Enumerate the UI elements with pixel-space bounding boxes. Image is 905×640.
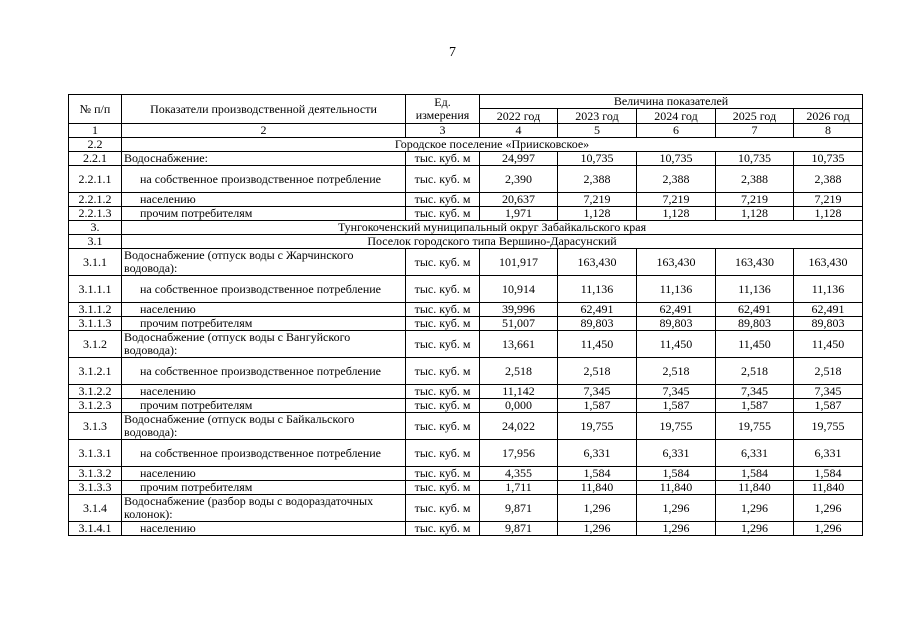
value-cell: 1,296: [637, 495, 716, 522]
value-cell: 1,128: [637, 207, 716, 221]
value-cell: 1,128: [716, 207, 794, 221]
row-number: 3.1.3.1: [69, 440, 122, 467]
value-cell: 2,518: [716, 358, 794, 385]
header-num: № п/п: [69, 95, 122, 124]
value-cell: 1,296: [716, 522, 794, 536]
value-cell: 4,355: [480, 467, 558, 481]
row-number: 2.2.1.2: [69, 193, 122, 207]
header-year: 2022 год: [480, 109, 558, 124]
value-cell: 7,345: [716, 385, 794, 399]
section-title: Тунгокоченский муниципальный округ Забайкальского края: [122, 221, 863, 235]
header-unit-line1: Ед.: [434, 95, 451, 109]
section-row: [69, 138, 863, 152]
value-cell: 6,331: [716, 440, 794, 467]
value-cell: 89,803: [716, 317, 794, 331]
unit-cell: тыс. куб. м: [406, 331, 480, 358]
value-cell: 19,755: [716, 413, 794, 440]
table-row: [69, 385, 863, 399]
value-cell: 20,637: [480, 193, 558, 207]
indicator-name: Водоснабжение (отпуск воды с Жарчинского водовода):: [122, 249, 406, 276]
indicator-name: прочим потребителям: [122, 481, 406, 495]
column-number: 7: [716, 124, 794, 138]
unit-cell: тыс. куб. м: [406, 358, 480, 385]
value-cell: 19,755: [558, 413, 637, 440]
table-row: [69, 522, 863, 536]
table-row: [69, 152, 863, 166]
value-cell: 6,331: [637, 440, 716, 467]
value-cell: 24,022: [480, 413, 558, 440]
unit-cell: тыс. куб. м: [406, 385, 480, 399]
row-number: 3.1.2.2: [69, 385, 122, 399]
value-cell: 6,331: [558, 440, 637, 467]
value-cell: 11,840: [794, 481, 863, 495]
value-cell: 2,518: [480, 358, 558, 385]
value-cell: 1,296: [794, 495, 863, 522]
row-number: 3.1.2.3: [69, 399, 122, 413]
unit-cell: тыс. куб. м: [406, 152, 480, 166]
row-number: 3.1.1.2: [69, 303, 122, 317]
value-cell: 1,587: [716, 399, 794, 413]
value-cell: 10,735: [794, 152, 863, 166]
row-number: 3.1.2: [69, 331, 122, 358]
row-number: 3.: [69, 221, 122, 235]
indicator-name: Водоснабжение:: [122, 152, 406, 166]
row-number: 3.1.1.1: [69, 276, 122, 303]
value-cell: 62,491: [558, 303, 637, 317]
unit-cell: тыс. куб. м: [406, 481, 480, 495]
value-cell: 11,840: [716, 481, 794, 495]
row-number: 3.1.4.1: [69, 522, 122, 536]
column-numbers-row: [69, 124, 863, 138]
header-year: 2024 год: [637, 109, 716, 124]
value-cell: 0,000: [480, 399, 558, 413]
column-number: 3: [406, 124, 480, 138]
unit-cell: тыс. куб. м: [406, 303, 480, 317]
value-cell: 7,219: [716, 193, 794, 207]
value-cell: 19,755: [637, 413, 716, 440]
value-cell: 2,388: [794, 166, 863, 193]
value-cell: 1,296: [558, 522, 637, 536]
value-cell: 11,450: [716, 331, 794, 358]
value-cell: 89,803: [794, 317, 863, 331]
value-cell: 163,430: [716, 249, 794, 276]
value-cell: 2,388: [558, 166, 637, 193]
table-row: [69, 303, 863, 317]
table-row: [69, 481, 863, 495]
value-cell: 1,584: [558, 467, 637, 481]
table-row: [69, 467, 863, 481]
value-cell: 10,735: [558, 152, 637, 166]
row-number: 3.1.3.2: [69, 467, 122, 481]
header-year: 2026 год: [794, 109, 863, 124]
value-cell: 1,587: [558, 399, 637, 413]
value-cell: 24,997: [480, 152, 558, 166]
value-cell: 7,219: [794, 193, 863, 207]
unit-cell: тыс. куб. м: [406, 467, 480, 481]
table-row: [69, 495, 863, 522]
value-cell: 1,584: [637, 467, 716, 481]
column-number: 6: [637, 124, 716, 138]
value-cell: 7,345: [558, 385, 637, 399]
value-cell: 2,518: [637, 358, 716, 385]
table-row: [69, 413, 863, 440]
header-indicator: Показатели производственной деятельности: [122, 95, 406, 124]
indicator-name: прочим потребителям: [122, 207, 406, 221]
unit-cell: тыс. куб. м: [406, 440, 480, 467]
indicator-name: населению: [122, 303, 406, 317]
indicator-name: населению: [122, 467, 406, 481]
table-row: [69, 317, 863, 331]
unit-cell: тыс. куб. м: [406, 495, 480, 522]
row-number: 2.2.1.1: [69, 166, 122, 193]
indicator-name: на собственное производственное потребление: [122, 166, 406, 193]
unit-cell: тыс. куб. м: [406, 399, 480, 413]
unit-cell: тыс. куб. м: [406, 276, 480, 303]
value-cell: 1,128: [558, 207, 637, 221]
unit-cell: тыс. куб. м: [406, 249, 480, 276]
value-cell: 2,388: [716, 166, 794, 193]
value-cell: 39,996: [480, 303, 558, 317]
value-cell: 13,661: [480, 331, 558, 358]
value-cell: 11,136: [716, 276, 794, 303]
row-number: 3.1.2.1: [69, 358, 122, 385]
value-cell: 11,136: [637, 276, 716, 303]
value-cell: 1,587: [794, 399, 863, 413]
value-cell: 1,296: [637, 522, 716, 536]
value-cell: 1,971: [480, 207, 558, 221]
table-row: [69, 440, 863, 467]
indicator-name: на собственное производственное потребление: [122, 276, 406, 303]
value-cell: 89,803: [637, 317, 716, 331]
value-cell: 6,331: [794, 440, 863, 467]
page-number: 7: [449, 45, 456, 60]
value-cell: 11,450: [794, 331, 863, 358]
column-number: 8: [794, 124, 863, 138]
section-row: [69, 235, 863, 249]
table-row: [69, 166, 863, 193]
value-cell: 7,345: [794, 385, 863, 399]
column-number: 1: [69, 124, 122, 138]
row-number: 3.1: [69, 235, 122, 249]
table-row: [69, 358, 863, 385]
row-number: 3.1.1.3: [69, 317, 122, 331]
value-cell: 9,871: [480, 495, 558, 522]
row-number: 2.2.1.3: [69, 207, 122, 221]
column-number: 4: [480, 124, 558, 138]
value-cell: 62,491: [637, 303, 716, 317]
section-row: [69, 221, 863, 235]
unit-cell: тыс. куб. м: [406, 193, 480, 207]
indicator-name: на собственное производственное потребление: [122, 358, 406, 385]
table-body: [69, 138, 863, 536]
value-cell: 1,587: [637, 399, 716, 413]
header-unit: [406, 95, 480, 124]
indicator-name: на собственное производственное потребление: [122, 440, 406, 467]
value-cell: 2,518: [794, 358, 863, 385]
value-cell: 163,430: [794, 249, 863, 276]
value-cell: 2,388: [637, 166, 716, 193]
row-number: 3.1.3: [69, 413, 122, 440]
value-cell: 2,390: [480, 166, 558, 193]
header-year: 2025 год: [716, 109, 794, 124]
value-cell: 62,491: [716, 303, 794, 317]
row-number: 3.1.1: [69, 249, 122, 276]
section-title: Городское поселение «Приисковское»: [122, 138, 863, 152]
table-row: [69, 193, 863, 207]
indicator-name: Водоснабжение (разбор воды с водораздаточных колонок):: [122, 495, 406, 522]
indicator-name: прочим потребителям: [122, 317, 406, 331]
unit-cell: тыс. куб. м: [406, 317, 480, 331]
value-cell: 51,007: [480, 317, 558, 331]
value-cell: 1,128: [794, 207, 863, 221]
value-cell: 163,430: [558, 249, 637, 276]
column-number: 5: [558, 124, 637, 138]
indicator-name: Водоснабжение (отпуск воды с Вангуйского водовода):: [122, 331, 406, 358]
value-cell: 11,450: [558, 331, 637, 358]
value-cell: 7,219: [558, 193, 637, 207]
value-cell: 7,219: [637, 193, 716, 207]
value-cell: 19,755: [794, 413, 863, 440]
value-cell: 1,296: [794, 522, 863, 536]
value-cell: 89,803: [558, 317, 637, 331]
indicator-name: населению: [122, 193, 406, 207]
indicators-table: [68, 94, 863, 536]
row-number: 3.1.3.3: [69, 481, 122, 495]
value-cell: 11,840: [637, 481, 716, 495]
row-number: 3.1.4: [69, 495, 122, 522]
table-row: [69, 207, 863, 221]
header-year: 2023 год: [558, 109, 637, 124]
section-title: Поселок городского типа Вершино-Дарасунский: [122, 235, 863, 249]
value-cell: 10,914: [480, 276, 558, 303]
indicator-name: Водоснабжение (отпуск воды с Байкальского водовода):: [122, 413, 406, 440]
unit-cell: тыс. куб. м: [406, 413, 480, 440]
value-cell: 11,450: [637, 331, 716, 358]
table-header: [69, 95, 863, 138]
column-number: 2: [122, 124, 406, 138]
value-cell: 10,735: [637, 152, 716, 166]
value-cell: 101,917: [480, 249, 558, 276]
value-cell: 11,840: [558, 481, 637, 495]
indicator-name: населению: [122, 522, 406, 536]
row-number: 2.2.1: [69, 152, 122, 166]
value-cell: 7,345: [637, 385, 716, 399]
value-cell: 62,491: [794, 303, 863, 317]
unit-cell: тыс. куб. м: [406, 207, 480, 221]
table-row: [69, 249, 863, 276]
value-cell: 1,296: [716, 495, 794, 522]
value-cell: 10,735: [716, 152, 794, 166]
value-cell: 2,518: [558, 358, 637, 385]
table-row: [69, 276, 863, 303]
value-cell: 1,584: [716, 467, 794, 481]
table-row: [69, 399, 863, 413]
value-cell: 11,136: [794, 276, 863, 303]
header-values-group: Величина показателей: [480, 95, 863, 109]
value-cell: 9,871: [480, 522, 558, 536]
value-cell: 11,142: [480, 385, 558, 399]
value-cell: 1,296: [558, 495, 637, 522]
header-unit-line2: измерения: [415, 108, 470, 122]
indicator-name: прочим потребителям: [122, 399, 406, 413]
value-cell: 11,136: [558, 276, 637, 303]
value-cell: 1,584: [794, 467, 863, 481]
value-cell: 1,711: [480, 481, 558, 495]
unit-cell: тыс. куб. м: [406, 522, 480, 536]
indicator-name: населению: [122, 385, 406, 399]
table-row: [69, 331, 863, 358]
value-cell: 17,956: [480, 440, 558, 467]
row-number: 2.2: [69, 138, 122, 152]
unit-cell: тыс. куб. м: [406, 166, 480, 193]
value-cell: 163,430: [637, 249, 716, 276]
